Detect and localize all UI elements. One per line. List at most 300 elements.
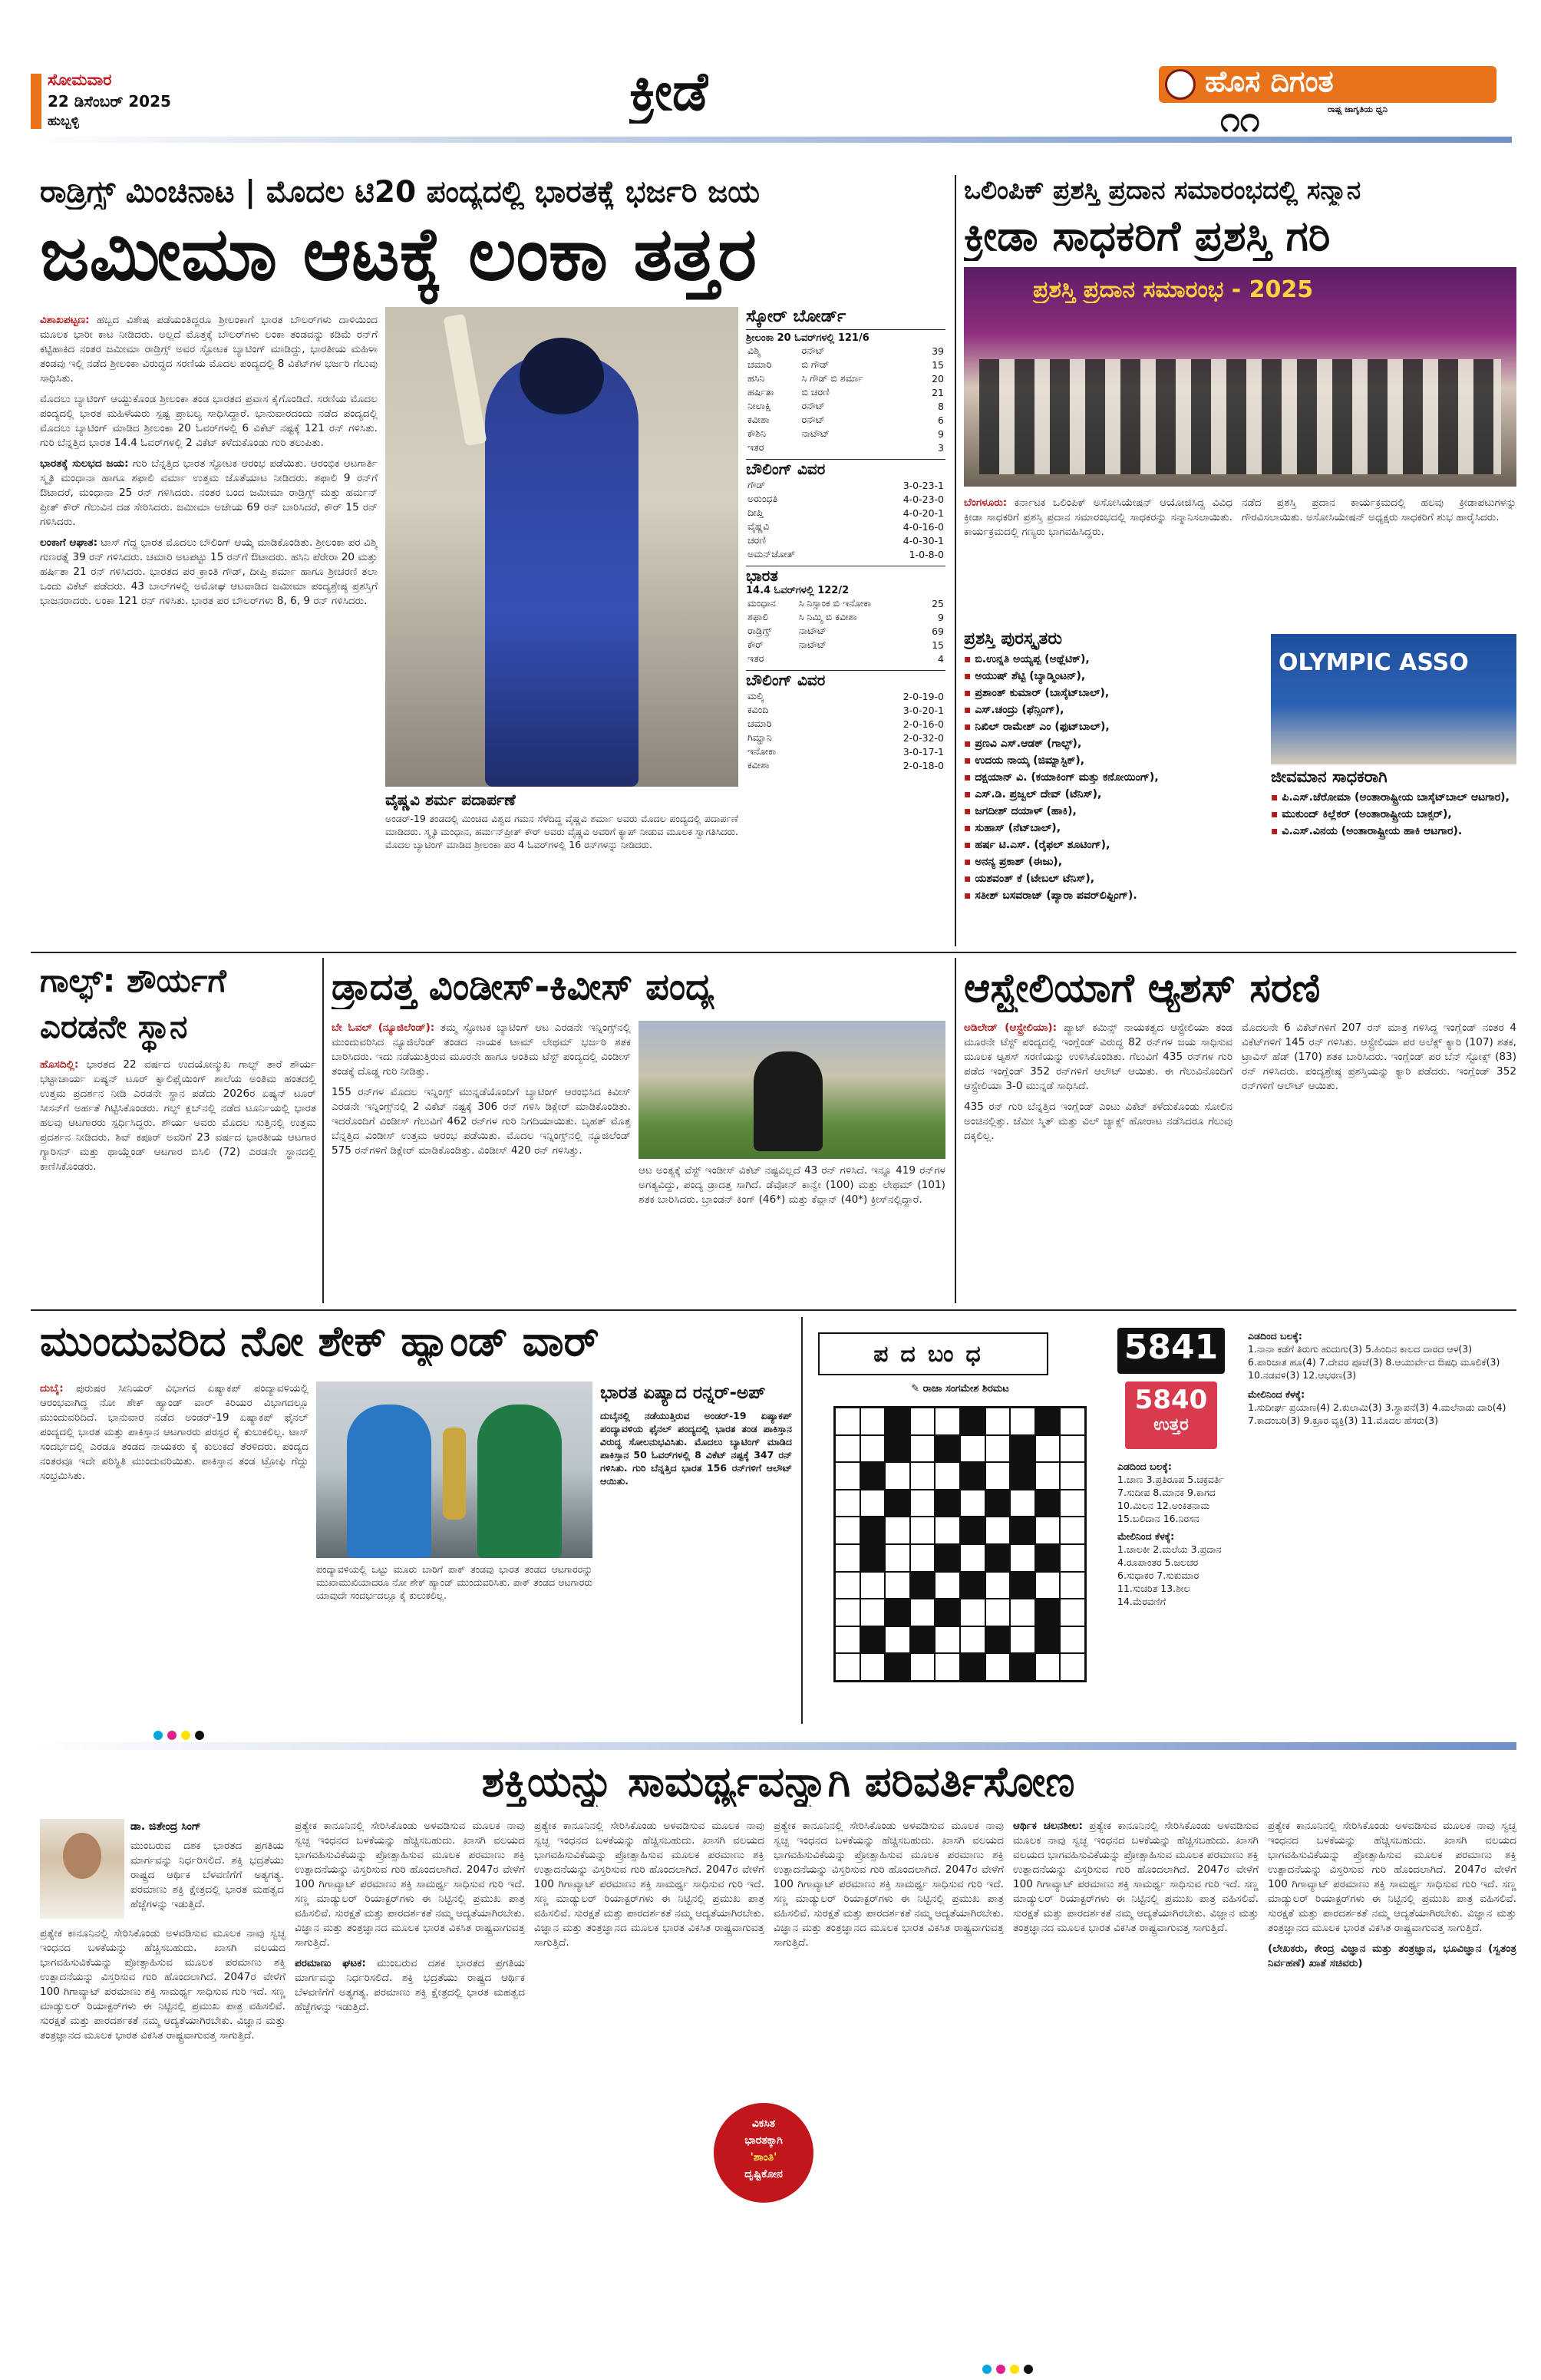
answers-across: [1117, 1460, 1232, 1713]
lifetime-box: [1271, 767, 1516, 944]
award-people-row: [979, 359, 1501, 474]
vertical-rule-wi: [955, 958, 956, 1303]
award-dateline: ಬೆಂಗಳೂರು:: [964, 497, 1008, 509]
vertical-rule-golf: [322, 958, 324, 1303]
author-face: [63, 1833, 101, 1879]
ind-bat-row: [746, 652, 945, 665]
sl-bat-cell: ರನೌಟ್: [801, 400, 825, 411]
crossword-cell: [1060, 1462, 1085, 1490]
crossword-cell: [1010, 1408, 1035, 1435]
golf-headline-line-2: ಎರಡನೇ ಸ್ಥಾನ: [40, 1008, 188, 1045]
crossword-cell: [985, 1626, 1011, 1654]
bowling-title-1: ಬೌಲಿಂಗ್ ವಿವರ: [746, 459, 945, 478]
crossword-cell: [960, 1572, 985, 1599]
answers-down-text: 1.ಜಾಲಕೀ 2.ಮಲೆಯ 3.ಪ್ರದಾನ 4.ರೂಪಾಂತರ 5.ಜಲಚರ 6.ಸುಧಾಕರ 7.ಸುಕುಮಾರ 11.ಸುಚರಿತ 13.ಶೀಲ 14.ಮೆರವಣಿಗೆ: [1117, 1543, 1222, 1607]
crossword-cell: [835, 1626, 860, 1654]
crossword-cell: [935, 1626, 960, 1654]
ind-bat-cell: ಸಿ ನಿಸ್ಸಾಂಕ ಬಿ ಇನೋಕಾ: [798, 597, 872, 609]
noshake-caption: ಪಂದ್ಯಾವಳಿಯಲ್ಲಿ ಒಟ್ಟು ಮೂರು ಬಾರಿಗೆ ಪಾಕ್ ತಂಡವು ಭಾರತ ತಂಡದ ಆಟಗಾರರನ್ನು ಮುಖಾಮುಖಿಯಾದರೂ ನೋ ಶೇಕ್ ಹ್ಯಾಂಡ್ ಮುಂದುವರಿಸಿತು. ಪಾಕ್ ತಂಡದ ಆಟಗಾರರು ಯಾವುದೇ ಸಂದರ್ಭದಲ್ಲೂ ಕೈ ಕುಲುಕಲಿಲ್ಲ.: [316, 1563, 592, 1601]
wi-col-2: [639, 1164, 945, 1305]
column-text-1: ಪ್ರತ್ಯೇಕ ಕಾನೂನಿನಲ್ಲಿ ಸೇರಿಸಿಕೊಂಡು ಅಳವಡಿಸುವ ಮೂಲಕ ನಾವು ಸ್ವಚ್ಛ ಇಂಧನದ ಬಳಕೆಯನ್ನು ಹೆಚ್ಚಿಸಬಹುದು. ಖಾಸಗಿ ವಲಯದ ಭಾಗವಹಿಸುವಿಕೆಯನ್ನು ಪ್ರೋತ್ಸಾಹಿಸುವ ಮೂಲಕ ಪರಮಾಣು ಶಕ್ತಿ ಉತ್ಪಾದನೆಯನ್ನು ವಿಸ್ತರಿಸುವ ಗುರಿ ಹೊಂದಲಾಗಿದೆ. 2047ರ ವೇಳೆಗೆ 100 ಗಿಗಾವ್ಯಾಟ್ ಪರಮಾಣು ಶಕ್ತಿ ಸಾಮರ್ಥ್ಯ ಸಾಧಿಸುವ ಗುರಿ ಇದೆ. ಸಣ್ಣ ಮಾಡ್ಯುಲರ್ ರಿಯಾಕ್ಟರ್‌ಗಳು ಈ ನಿಟ್ಟಿನಲ್ಲಿ ಪ್ರಮುಖ ಪಾತ್ರ ವಹಿಸಲಿವೆ. ಸುರಕ್ಷತೆ ಮತ್ತು ಪಾರದರ್ಶಕತೆ ನಮ್ಮ ಆದ್ಯತೆಯಾಗಿರಬೇಕು. ವಿಜ್ಞಾನ ಮತ್ತು ತಂತ್ರಜ್ಞಾನದ ಮೂಲಕ ಭಾರತ ವಿಕಸಿತ ರಾಷ್ಟ್ರವಾಗುವತ್ತ ಸಾಗುತ್ತಿದೆ.: [40, 1927, 285, 2042]
crossword-cell: [1035, 1462, 1061, 1490]
horizontal-rule-2: [31, 1309, 1516, 1311]
crossword-cell: [960, 1490, 985, 1517]
ind-bowl-row: [746, 547, 945, 561]
award-item: ▪ ಎಸ್.ಡಿ. ಪ್ರಜ್ವಲ್ ದೇವ್ (ಟೆನಿಸ್),: [964, 788, 1263, 800]
scorecard: [746, 307, 945, 944]
sl-bat-cell: 20: [932, 372, 944, 385]
crossword-cell: [860, 1408, 886, 1435]
ind-bowl-cell: 1-0-8-0: [909, 548, 944, 560]
player-right-figure: [477, 1405, 562, 1558]
ind-bowl-cell: ಚರಣಿ: [747, 534, 767, 546]
sl-bat-cell: 21: [932, 386, 944, 398]
crossword-cell: [1010, 1653, 1035, 1681]
award-item: ▪ ದಕ್ಷಯಾನ್ ವಿ. (ಕಯಾಕಿಂಗ್ ಮತ್ತು ಕನೋಯಿಂಗ್),: [964, 771, 1263, 784]
crossword-cell: [885, 1626, 910, 1654]
wi-paragraph-2: 155 ರನ್‌ಗಳ ಮೊದಲ ಇನ್ನಿಂಗ್ಸ್ ಮುನ್ನಡೆಯೊಂದಿಗೆ ಬ್ಯಾಟಿಂಗ್ ಆರಂಭಿಸಿದ ಕಿವೀಸ್ ಎರಡನೇ ಇನ್ನಿಂಗ್ಸ್‌ನಲ್ಲಿ 2 ವಿಕೆಟ್ ನಷ್ಟಕ್ಕೆ 306 ರನ್ ಗಳಿಸಿ ಡಿಕ್ಲೇರ್ ಮಾಡಿಕೊಂಡಿತು. ಇದರೊಂದಿಗೆ ವಿಂಡೀಸ್ ಗೆಲುವಿಗೆ 462 ರನ್‌ಗಳ ಗುರಿ ನಿಗದಿಯಾಯಿತು. ಬೃಹತ್ ಮೊತ್ತ ಬೆನ್ನತ್ತಿದ ವಿಂಡೀಸ್ ಉತ್ತಮ ಆರಂಭ ಪಡೆಯಿತು. ಮೊದಲ ಇನ್ನಿಂಗ್ಸ್‌ನಲ್ಲಿ ನ್ಯೂಜಿಲೆಂಡ್ 575 ರನ್‌ಗಳಿಗೆ ಡಿಕ್ಲೇರ್ ಮಾಡಿಕೊಂಡಿತ್ತು. ವಿಂಡೀಸ್ 420 ರನ್ ಗಳಿಸಿತ್ತು.: [332, 1086, 631, 1157]
answers-down-title: ಮೇಲಿನಿಂದ ಕೆಳಕ್ಕೆ:: [1117, 1530, 1175, 1542]
answer-box: [1125, 1381, 1217, 1449]
lead-photo: [385, 307, 738, 787]
ind-title: ಭಾರತ: [746, 566, 945, 585]
sl-bowl-row: [746, 689, 945, 703]
ashes-paragraph-2: 435 ರನ್ ಗುರಿ ಬೆನ್ನತ್ತಿದ ಇಂಗ್ಲೆಂಡ್ ಎಂಟು ವಿಕೆಟ್ ಕಳೆದುಕೊಂಡು ಸೋಲಿನ ಅಂಚಿನಲ್ಲಿತ್ತು. ಜೆಮೀ ಸ್ಮಿತ್ ಮತ್ತು ವಿಲ್ ಜ್ಯಾಕ್ಸ್ ಹೋರಾಟ ನಡೆಸಿದರೂ ಗೆಲುವು ದಕ್ಕಲಿಲ್ಲ.: [964, 1101, 1232, 1142]
runnerup-title: ಭಾರತ ಏಷ್ಯಾದ ರನ್ನರ್-ಅಪ್: [600, 1383, 766, 1403]
crossword-title: ಪದಬಂಧ: [873, 1340, 993, 1368]
column-subhead-1: ಪರಮಾಣು ಘಟಕ:: [295, 1957, 366, 1969]
crossword-cell: [910, 1462, 935, 1490]
sl-bat-row: [746, 358, 945, 371]
award-group-photo: [964, 267, 1516, 487]
crossword-cell: [885, 1435, 910, 1463]
crossword-cell: [960, 1435, 985, 1463]
wi-paragraph-3: ಆಟ ಅಂತ್ಯಕ್ಕೆ ವೆಸ್ಟ್ ಇಂಡೀಸ್ ವಿಕೆಟ್ ನಷ್ಟವಿಲ್ಲದೆ 43 ರನ್ ಗಳಿಸಿದೆ. ಇನ್ನೂ 419 ರನ್‌ಗಳ ಅಗತ್ಯವಿದ್ದು, ಪಂದ್ಯ ಡ್ರಾದತ್ತ ಸಾಗಿದೆ. ಡೆವೋನ್ ಕಾನ್ವೇ (100) ಮತ್ತು ಲೇಥಮ್ (101) ಶತಕ ಬಾರಿಸಿದರು. ಬ್ರಾಂಡನ್ ಕಿಂಗ್ (46*) ಮತ್ತು ಕೆವ್ಲಾನ್ (40*) ಕ್ರೀಸ್‌ನಲ್ಲಿದ್ದಾರೆ.: [639, 1164, 945, 1206]
award-item: ▪ ಯಶವಂತ್ ಕೆ (ಟೇಬಲ್ ಟೆನಿಸ್),: [964, 873, 1263, 885]
masthead-city: ಹುಬ್ಬಳ್ಳಿ: [48, 114, 79, 129]
crossword-cell: [835, 1435, 860, 1463]
crossword-cell: [860, 1435, 886, 1463]
crossword-cell: [885, 1599, 910, 1626]
crossword-cell: [960, 1599, 985, 1626]
lead-paragraph-2: ಮೊದಲು ಬ್ಯಾಟಿಂಗ್ ಆಯ್ದುಕೊಂಡ ಶ್ರೀಲಂಕಾ ತಂಡ ಭಾರತದ ಪ್ರವಾಸ ಕೈಗೊಂಡಿದೆ. ಸರಣಿಯ ಮೊದಲ ಪಂದ್ಯದಲ್ಲಿ ಭಾರತ ಮಹಿಳೆಯರು ಸ್ಪಷ್ಟ ಪ್ರಾಬಲ್ಯ ಸಾಧಿಸಿದ್ದಾರೆ. ಭಾನುವಾರದಂದು ನಡೆದ ಪಂದ್ಯದಲ್ಲಿ ಮೊದಲು ಬ್ಯಾಟಿಂಗ್ ಮಾಡಿದ ಶ್ರೀಲಂಕಾ 20 ಓವರ್‌ಗಳಲ್ಲಿ 6 ವಿಕೆಟ್ ನಷ್ಟಕ್ಕೆ 121 ರನ್ ಗಳಿಸಿತು. ಗುರಿ ಬೆನ್ನತ್ತಿದ ಭಾರತ 14.4 ಓವರ್‌ಗಳಲ್ಲಿ 2 ವಿಕೆಟ್ ಕಳೆದುಕೊಂಡು ಗುರಿ ತಲುಪಿತು.: [40, 393, 378, 449]
stage-banner: OLYMPIC ASSO: [1279, 649, 1469, 676]
magenta-dot: [167, 1731, 177, 1740]
sl-bat-cell: ರನೌಟ್: [801, 345, 825, 356]
ind-bowl-row: [746, 478, 945, 492]
crossword-cell: [985, 1599, 1011, 1626]
answers-across-text: 1.ಜಾಣ 3.ಪ್ರತಿರೂಪ 5.ಚಕ್ರವರ್ತಿ 7.ಸುದೀಪ 8.ಮಾನಕ 9.ಕಾಗದ 10.ಮಿಲನ 12.ಅಂಕಿತನಾಮ 15.ಬಲಿದಾನ 16.ನಿರಸನ: [1117, 1474, 1225, 1524]
ashes-paragraph-1: ಪ್ಯಾಟ್ ಕಮಿನ್ಸ್ ನಾಯಕತ್ವದ ಆಸ್ಟ್ರೇಲಿಯಾ ತಂಡ ಮೂರನೇ ಟೆಸ್ಟ್ ಪಂದ್ಯದಲ್ಲಿ ಇಂಗ್ಲೆಂಡ್ ವಿರುದ್ಧ 82 ರನ್‌ಗಳ ಜಯ ಸಾಧಿಸುವ ಮೂಲಕ ಆ್ಯಶಸ್ ಸರಣಿಯನ್ನು ಉಳಿಸಿಕೊಂಡಿತು. ಗೆಲುವಿಗೆ 435 ರನ್‌ಗಳ ಗುರಿ ಪಡೆದ ಇಂಗ್ಲೆಂಡ್ 352 ರನ್‌ಗಳಿಗೆ ಆಲೌಟ್ ಆಯಿತು. ಈ ಗೆಲುವಿನೊಂದಿಗೆ ಆಸ್ಟ್ರೇಲಿಯಾ 3-0 ಮುನ್ನಡೆ ಸಾಧಿಸಿದೆ.: [964, 1022, 1232, 1092]
badge-line-1: ವಿಕಸಿತ: [751, 2118, 776, 2130]
ind-bowl-cell: ವೈಷ್ಣವಿ: [747, 520, 770, 532]
ind-batting-table: [746, 596, 945, 665]
column-text-4: ಪ್ರತ್ಯೇಕ ಕಾನೂನಿನಲ್ಲಿ ಸೇರಿಸಿಕೊಂಡು ಅಳವಡಿಸುವ ಮೂಲಕ ನಾವು ಸ್ವಚ್ಛ ಇಂಧನದ ಬಳಕೆಯನ್ನು ಹೆಚ್ಚಿಸಬಹುದು. ಖಾಸಗಿ ವಲಯದ ಭಾಗವಹಿಸುವಿಕೆಯನ್ನು ಪ್ರೋತ್ಸಾಹಿಸುವ ಮೂಲಕ ಪರಮಾಣು ಶಕ್ತಿ ಉತ್ಪಾದನೆಯನ್ನು ವಿಸ್ತರಿಸುವ ಗುರಿ ಹೊಂದಲಾಗಿದೆ. 2047ರ ವೇಳೆಗೆ 100 ಗಿಗಾವ್ಯಾಟ್ ಪರಮಾಣು ಶಕ್ತಿ ಸಾಮರ್ಥ್ಯ ಸಾಧಿಸುವ ಗುರಿ ಇದೆ. ಸಣ್ಣ ಮಾಡ್ಯುಲರ್ ರಿಯಾಕ್ಟರ್‌ಗಳು ಈ ನಿಟ್ಟಿನಲ್ಲಿ ಪ್ರಮುಖ ಪಾತ್ರ ವಹಿಸಲಿವೆ. ಸುರಕ್ಷತೆ ಮತ್ತು ಪಾರದರ್ಶಕತೆ ನಮ್ಮ ಆದ್ಯತೆಯಾಗಿರಬೇಕು. ವಿಜ್ಞಾನ ಮತ್ತು ತಂತ್ರಜ್ಞಾನದ ಮೂಲಕ ಭಾರತ ವಿಕಸಿತ ರಾಷ್ಟ್ರವಾಗುವತ್ತ ಸಾಗುತ್ತಿದೆ.: [534, 1820, 764, 1949]
sl-bat-cell: 8: [938, 400, 944, 412]
answer-label: ಉತ್ತರ: [1153, 1415, 1189, 1434]
ind-bat-cell: 4: [938, 652, 944, 665]
sl-bat-cell: 15: [932, 358, 944, 371]
column-headline: ಶಕ್ತಿಯನ್ನು ಸಾಮರ್ಥ್ಯವನ್ನಾಗಿ ಪರಿವರ್ತಿಸೋಣ: [481, 1758, 1075, 1806]
author-name: ಡಾ. ಜಿತೇಂದ್ರ ಸಿಂಗ್: [130, 1820, 201, 1833]
sl-bowl-row: [746, 717, 945, 731]
ind-bat-cell: ಮಂಧಾನ: [747, 597, 776, 609]
crossword-grid: [833, 1406, 1087, 1682]
sl-bat-row: [746, 441, 945, 454]
paper-logo: [1128, 60, 1496, 135]
award-text-col-2: [1242, 496, 1516, 626]
sl-bat-cell: 3: [938, 441, 944, 454]
column-text-5: ಪ್ರತ್ಯೇಕ ಕಾನೂನಿನಲ್ಲಿ ಸೇರಿಸಿಕೊಂಡು ಅಳವಡಿಸುವ ಮೂಲಕ ನಾವು ಸ್ವಚ್ಛ ಇಂಧನದ ಬಳಕೆಯನ್ನು ಹೆಚ್ಚಿಸಬಹುದು. ಖಾಸಗಿ ವಲಯದ ಭಾಗವಹಿಸುವಿಕೆಯನ್ನು ಪ್ರೋತ್ಸಾಹಿಸುವ ಮೂಲಕ ಪರಮಾಣು ಶಕ್ತಿ ಉತ್ಪಾದನೆಯನ್ನು ವಿಸ್ತರಿಸುವ ಗುರಿ ಹೊಂದಲಾಗಿದೆ. 2047ರ ವೇಳೆಗೆ 100 ಗಿಗಾವ್ಯಾಟ್ ಪರಮಾಣು ಶಕ್ತಿ ಸಾಮರ್ಥ್ಯ ಸಾಧಿಸುವ ಗುರಿ ಇದೆ. ಸಣ್ಣ ಮಾಡ್ಯುಲರ್ ರಿಯಾಕ್ಟರ್‌ಗಳು ಈ ನಿಟ್ಟಿನಲ್ಲಿ ಪ್ರಮುಖ ಪಾತ್ರ ವಹಿಸಲಿವೆ. ಸುರಕ್ಷತೆ ಮತ್ತು ಪಾರದರ್ಶಕತೆ ನಮ್ಮ ಆದ್ಯತೆಯಾಗಿರಬೇಕು. ವಿಜ್ಞಾನ ಮತ್ತು ತಂತ್ರಜ್ಞಾನದ ಮೂಲಕ ಭಾರತ ವಿಕಸಿತ ರಾಷ್ಟ್ರವಾಗುವತ್ತ ಸಾಗುತ್ತಿದೆ.: [774, 1820, 1004, 1949]
column-separator-band: [31, 1742, 1516, 1750]
paper-tagline: ರಾಷ್ಟ್ರ ಜಾಗೃತಿಯ ಧ್ವನಿ: [1328, 104, 1388, 114]
sl-bat-cell: ಹಸಿನಿ: [747, 372, 765, 384]
crossword-cell: [985, 1490, 1011, 1517]
sl-bat-cell: 9: [938, 427, 944, 440]
ind-bat-cell: ರಾಡ್ರಿಗ್ಸ್: [747, 625, 772, 636]
sl-bowl-cell: ಗಿಮ್ಹಾನಿ: [747, 731, 772, 743]
award-item: ▪ ಅಯುಷ್ ಶೆಟ್ಟಿ (ಬ್ಯಾಡ್ಮಿಂಟನ್),: [964, 670, 1263, 682]
crossword-cell: [935, 1408, 960, 1435]
masthead-orange-bar: [31, 74, 41, 129]
award-list: [964, 653, 1263, 902]
sl-bowl-cell: 2-0-18-0: [902, 759, 944, 771]
crossword-cell: [860, 1653, 886, 1681]
award-item: ▪ ಅನನ್ಯ ಪ್ರಕಾಶ್ (ಈಜು),: [964, 856, 1263, 868]
award-kicker: ಒಲಿಂಪಿಕ್ ಪ್ರಶಸ್ತಿ ಪ್ರದಾನ ಸಮಾರಂಭದಲ್ಲಿ ಸನ್ಮಾನ: [964, 175, 1361, 205]
lead-photo-caption: [385, 791, 738, 944]
award-item: ▪ ಎಸ್.ಚಂದ್ರು (ಫೆನ್ಸಿಂಗ್),: [964, 704, 1263, 716]
award-item: ▪ ಉದಯ ನಾಯ್ಕ (ಜಿಮ್ನಾಸ್ಟಿಕ್),: [964, 754, 1263, 767]
crossword-cell: [910, 1626, 935, 1654]
masthead: [31, 60, 1512, 175]
sl-bat-cell: ವಿಶ್ಮಿ: [747, 345, 761, 356]
ind-bowl-cell: 4-0-20-1: [902, 507, 944, 519]
ind-bowl-row: [746, 520, 945, 533]
ashes-paragraph-3: ಮೊದಲನೇ 6 ವಿಕೆಟ್‌ಗಳಿಗೆ 207 ರನ್ ಮಾತ್ರ ಗಳಿಸಿದ್ದ ಇಂಗ್ಲೆಂಡ್ ನಂತರ 4 ವಿಕೆಟ್‌ಗಳಿಗೆ 145 ರನ್ ಗಳಿಸಿತು. ಆಸ್ಟ್ರೇಲಿಯಾ ಪರ ಅಲೆಕ್ಸ್ ಕ್ಯಾರಿ (107) ಶತಕ, ಟ್ರಾವಿಸ್ ಹೆಡ್ (170) ಶತಕ ಬಾರಿಸಿದರು. ಇಂಗ್ಲೆಂಡ್ ಪರ ಬೆನ್ ಸ್ಟೋಕ್ಸ್ (83) ರನ್ ಗಳಿಸಿದರು. ಪಂದ್ಯಶ್ರೇಷ್ಠ ಪ್ರಶಸ್ತಿಯನ್ನು ಕ್ಯಾರಿ ಪಡೆದರು. ಇಂಗ್ಲೆಂಡ್ 352 ರನ್‌ಗಳಿಗೆ ಆಲೌಟ್ ಆಯಿತು.: [1242, 1022, 1516, 1092]
clues: [1248, 1329, 1509, 1713]
crossword-cell: [910, 1435, 935, 1463]
crossword-cell: [885, 1653, 910, 1681]
crossword-cell: [985, 1435, 1011, 1463]
clues-down-text: 1.ಸುದೀರ್ಘ ಪ್ರಯಾಣ(4) 2.ಕುಲಾಮಿ(3) 3.ಸ್ಥಾಪನೆ(3) 4.ಮಲೆನಾಡು ದಾರಿ(4) 7.ಕಾದಂಬರಿ(3) 9.ಕ್ರೂರ ವ್ಯಕ್ತಿ(3) 11.ಮೊದಲ ಹೆಸರು(3): [1248, 1401, 1506, 1426]
crossword-cell: [1010, 1462, 1035, 1490]
crossword-cell: [985, 1517, 1011, 1544]
ind-innings-header: 14.4 ಓವರ್‌ಗಳಲ್ಲಿ 122/2: [746, 585, 850, 596]
lifetime-list: [1271, 791, 1516, 837]
column-col-5: [1013, 1819, 1259, 2356]
masthead-blue-band: [31, 137, 1512, 143]
ind-bat-row: [746, 610, 945, 624]
player-figure: [485, 353, 639, 787]
crossword-cell: [960, 1517, 985, 1544]
sl-innings-header: ಶ್ರೀಲಂಕಾ 20 ಓವರ್‌ಗಳಲ್ಲಿ 121/6: [746, 329, 945, 344]
golf-text: [40, 1058, 316, 1303]
registration-marks-2: [982, 2362, 1059, 2375]
lifetime-item: ▪ ಮುಕುಂದ್ ಕಿಲ್ಲೆಕರ್ (ಅಂತಾರಾಷ್ಟ್ರೀಯ ಬಾಕ್ಸರ್),: [1271, 808, 1516, 820]
crossword-cell: [885, 1408, 910, 1435]
sl-bat-cell: ನೀಲಾಕ್ಷಿ: [747, 400, 771, 411]
crossword-cell: [910, 1544, 935, 1572]
crossword-cell: [860, 1544, 886, 1572]
ind-bowl-cell: 4-0-23-0: [902, 493, 944, 505]
sl-bowl-cell: ಚಮಾರಿ: [747, 718, 772, 729]
sl-bat-cell: ಸಿ ಗೌಡ್ ಬಿ ಶರ್ಮಾ: [801, 372, 863, 384]
horizontal-rule-1: [31, 952, 1516, 953]
award-winners: [964, 629, 1263, 944]
award-item: ▪ ನಿಖಿಲ್ ರಾಮೇಶ್ ಎಂ (ಫುಟ್‌ಬಾಲ್),: [964, 721, 1263, 733]
crossword-cell: [910, 1517, 935, 1544]
crossword-cell: [985, 1653, 1011, 1681]
sl-bat-row: [746, 413, 945, 427]
award-item: ▪ ಪ್ರಣವಿ ಎಸ್.ಆಡಕ್ (ಗಾಲ್ಫ್),: [964, 738, 1263, 750]
crossword-cell: [935, 1572, 960, 1599]
sl-bowl-row: [746, 731, 945, 744]
sl-bowl-cell: ಮಲ್ಕಿ: [747, 690, 764, 701]
crossword-cell: [860, 1599, 886, 1626]
sl-bat-cell: ಕವೀಶಾ: [747, 414, 770, 425]
crossword-cell: [835, 1490, 860, 1517]
yellow-dot: [181, 1731, 190, 1740]
lead-paragraph-3: ಗುರಿ ಬೆನ್ನತ್ತಿದ ಭಾರತ ಸ್ಫೋಟಕ ಆರಂಭ ಪಡೆಯಿತು. ಆರಂಭಿಕ ಆಟಗಾರ್ತಿ ಸ್ಮೃತಿ ಮಂಧಾನಾ ಹಾಗೂ ಶಫಾಲಿ ವರ್ಮಾ ಉತ್ತಮ ಜೊತೆಯಾಟ ನೀಡಿದರು. ಶಫಾಲಿ 9 ರನ್‌ಗೆ ಔಟಾದರೆ, ಮಂಧಾನಾ 25 ರನ್ ಗಳಿಸಿದರು. ನಂತರ ಬಂದ ಜಮೀಮಾ ರಾಡ್ರಿಗ್ಸ್ ಮತ್ತು ಹರ್ಮನ್ ಪ್ರೀತ್ ಕೌರ್ ಗೆಲುವಿನ ದಡ ಸೇರಿಸಿದರು. ಜಮೀಮಾ ಅಜೇಯ 69 ರನ್ ಬಾರಿಸಿದರೆ, ಕೌರ್ 15 ರನ್ ಗಳಿಸಿದರು.: [40, 457, 378, 528]
black-dot: [195, 1731, 204, 1740]
crossword-cell: [985, 1544, 1011, 1572]
vertical-rule: [955, 175, 956, 946]
award-item: ▪ ಸತೀಶ್ ಬಸವರಾಜ್ (ಪ್ಯಾರಾ ಪವರ್‌ಲಿಫ್ಟಿಂಗ್).: [964, 890, 1263, 902]
ind-bat-cell: 25: [932, 597, 944, 609]
golf-dateline: ಹೊಸದಿಲ್ಲಿ:: [40, 1058, 79, 1071]
ind-bat-cell: ಇತರ: [747, 652, 764, 664]
sl-bowl-row: [746, 744, 945, 758]
crossword-cell: [835, 1572, 860, 1599]
answer-number: 5840: [1134, 1385, 1208, 1415]
sl-bowl-cell: 2-0-16-0: [902, 718, 944, 730]
ind-bat-cell: 15: [932, 639, 944, 651]
clues-across-text: 1.ನಾನಾ ಕಡೆಗೆ ತಿರುಗು ಹುದುಗು(3) 5.ಹಿಂದಿನ ಕಾಲದ ದಾರದ ಆಳ(3) 6.ಪಾರಿಜಾತ ಹೂ(4) 7.ದೇವರ ಪೂಜೆ(3) 8.ಆಯುರ್ವೇದ ಔಷಧಿ ಮೂಲಿಕೆ(3) 10.ನಡವಳಿ(3) 12.ಆಭರಣ(3): [1248, 1343, 1500, 1381]
caption-text: ಅಂಡರ್-19 ತಂಡದಲ್ಲಿ ಮಿಂಚಿದ ವಿಶ್ವದ ಗಮನ ಸೆಳೆದಿದ್ದ ವೈಷ್ಣವಿ ಶರ್ಮಾ ಅವರು ಮೊದಲ ಪಂದ್ಯದಲ್ಲಿ ಪದಾರ್ಪಣೆ ಮಾಡಿದರು. ಸ್ಮೃತಿ ಮಂಧಾನ, ಹರ್ಮನ್‌ಪ್ರೀತ್ ಕೌರ್ ಅವರು ವೈಷ್ಣವಿ ಅವರಿಗೆ ಕ್ಯಾಪ್ ನೀಡುವ ಮೂಲಕ ಸ್ವಾಗತಿಸಿದರು. ಮೊದಲ ಬ್ಯಾಟಿಂಗ್ ಮಾಡಿದ ಶ್ರೀಲಂಕಾ ಪರ 4 ಓವರ್‌ಗಳಲ್ಲಿ 16 ರನ್‌ಗಳನ್ನು ನೀಡಿದರು.: [385, 813, 738, 850]
crossword-cell: [835, 1517, 860, 1544]
ind-bowl-row: [746, 506, 945, 520]
crossword-cell: [985, 1462, 1011, 1490]
award-item: ▪ ಪ್ರಶಾಂತ್ ಕುಮಾರ್ (ಬಾಸ್ಕೆಟ್‌ಬಾಲ್),: [964, 687, 1263, 699]
sl-bowl-row: [746, 703, 945, 717]
sl-bat-cell: ಇತರ: [747, 441, 764, 453]
crossword-cell: [985, 1572, 1011, 1599]
player-helmet: [520, 338, 604, 414]
player-left-figure: [347, 1405, 431, 1558]
vertical-rule-cross: [801, 1317, 803, 1724]
ind-bat-cell: ನಾಟೌಟ್: [798, 625, 827, 636]
award-item: ▪ ಸುಹಾಸ್ (ನೆಟ್‌ಬಾಲ್),: [964, 822, 1263, 834]
section-title: ಕ್ರೀಡೆ: [629, 60, 709, 123]
wi-dateline: ಬೇ ಓವಲ್ (ನ್ಯೂಜಿಲೆಂಡ್):: [332, 1022, 435, 1034]
crossword-cell: [1010, 1517, 1035, 1544]
badge-line-3: 'ಶಾಂತಿ': [750, 2151, 777, 2164]
crossword-cell: [960, 1462, 985, 1490]
ashes-col-2: [1242, 1021, 1516, 1305]
sl-bowl-cell: 2-0-32-0: [902, 731, 944, 744]
award-stage-photo: [1271, 634, 1516, 764]
crossword-cell: [1060, 1572, 1085, 1599]
crossword-topic: [818, 1383, 1102, 1395]
crossword-cell: [1035, 1544, 1061, 1572]
masthead-day: ಸೋಮವಾರ: [48, 71, 112, 89]
sl-bat-cell: ಚಮಾರಿ: [747, 358, 772, 370]
cyan-dot-2: [982, 2365, 992, 2374]
crossword-cell: [1035, 1408, 1061, 1435]
column-col-6: [1268, 1819, 1516, 2356]
ind-bowl-cell: 4-0-16-0: [902, 520, 944, 533]
column-subhead-2: ಆರ್ಥಿಕ ಚಲನಶೀಲ:: [1013, 1820, 1083, 1832]
crossword-cell: [960, 1408, 985, 1435]
noshake-headline: ಮುಂದುವರಿದ ನೋ ಶೇಕ್ ಹ್ಯಾಂಡ್ ವಾರ್: [40, 1317, 599, 1365]
award-paragraph-2: ನಡೆದ ಪ್ರಶಸ್ತಿ ಪ್ರದಾನ ಕಾರ್ಯಕ್ರಮದಲ್ಲಿ ಹಲವು ಕ್ರೀಡಾಪಟುಗಳನ್ನು ಗೌರವಿಸಲಾಯಿತು. ಅಸೋಸಿಯೇಷನ್ ಅಧ್ಯಕ್ಷರು ಸಾಧಕರಿಗೆ ಶುಭ ಹಾರೈಸಿದರು.: [1242, 497, 1516, 523]
page-number: ೧೧: [1220, 98, 1260, 135]
ind-bowl-row: [746, 533, 945, 547]
column-text-3: ಮುಂಬರುವ ದಶಕ ಭಾರತದ ಪ್ರಗತಿಯ ಮಾರ್ಗವನ್ನು ನಿರ್ಧರಿಸಲಿದೆ. ಶಕ್ತಿ ಭದ್ರತೆಯು ರಾಷ್ಟ್ರದ ಆರ್ಥಿಕ ಬೆಳವಣಿಗೆಗೆ ಅತ್ಯಗತ್ಯ. ಪರಮಾಣು ಶಕ್ತಿ ಕ್ಷೇತ್ರದಲ್ಲಿ ಭಾರತ ಮಹತ್ವದ ಹೆಜ್ಜೆಗಳನ್ನು ಇಡುತ್ತಿದೆ.: [295, 1957, 525, 2013]
crossword-cell: [1035, 1599, 1061, 1626]
badge-line-4: ದೃಷ್ಟಿಕೋನ: [744, 2168, 783, 2180]
pen-icon: ✎: [911, 1383, 923, 1395]
wi-col-1: [332, 1021, 631, 1305]
runnerup-text: ದುಬೈನಲ್ಲಿ ನಡೆಯುತ್ತಿರುವ ಅಂಡರ್-19 ಏಷ್ಯಾಕಪ್ ಪಂದ್ಯಾವಳಿಯ ಫೈನಲ್ ಪಂದ್ಯದಲ್ಲಿ ಭಾರತ ತಂಡ ಪಾಕಿಸ್ತಾನ ವಿರುದ್ಧ ಸೋಲನುಭವಿಸಿತು. ಮೊದಲು ಬ್ಯಾಟಿಂಗ್ ಮಾಡಿದ ಪಾಕಿಸ್ತಾನ 50 ಓವರ್‌ಗಳಲ್ಲಿ 8 ವಿಕೆಟ್ ನಷ್ಟಕ್ಕೆ 347 ರನ್ ಗಳಿಸಿತು. ಗುರಿ ಬೆನ್ನತ್ತಿದ ಭಾರತ 156 ರನ್‌ಗಳಿಗೆ ಆಲೌಟ್ ಆಯಿತು.: [600, 1410, 792, 1487]
award-paragraph-1: ಕರ್ನಾಟಕ ಒಲಿಂಪಿಕ್ ಅಸೋಸಿಯೇಷನ್ ಆಯೋಜಿಸಿದ್ದ ವಿವಿಧ ಕ್ರೀಡಾ ಸಾಧಕರಿಗೆ ಪ್ರಶಸ್ತಿ ಪ್ರದಾನ ಸಮಾರಂಭದಲ್ಲಿ ಸಾಧಕರನ್ನು ಸನ್ಮಾನಿಸಲಾಯಿತು. ಕಾರ್ಯಕ್ರಮದಲ್ಲಿ ಗಣ್ಯರು ಭಾಗವಹಿಸಿದ್ದರು.: [964, 497, 1232, 538]
crossword-cell: [985, 1408, 1011, 1435]
ind-bat-row: [746, 596, 945, 610]
black-dot-2: [1024, 2365, 1033, 2374]
registration-marks-1: [153, 1728, 230, 1741]
award-item: ▪ ಹರ್ಷ ಟಿ.ಎಸ್. (ರೈಫಲ್ ಶೂಟಿಂಗ್),: [964, 839, 1263, 851]
sl-bat-cell: ಕೌಶಿನಿ: [747, 427, 767, 439]
crossword-title-box: [818, 1332, 1048, 1375]
crossword: [810, 1317, 1516, 1724]
column-col-3: [534, 1819, 764, 2356]
award-headline: ಕ್ರೀಡಾ ಸಾಧಕರಿಗೆ ಪ್ರಶಸ್ತಿ ಗರಿ: [964, 212, 1331, 260]
crossword-cell: [1010, 1599, 1035, 1626]
crossword-cell: [1010, 1490, 1035, 1517]
cyan-dot: [153, 1731, 163, 1740]
crossword-cell: [960, 1653, 985, 1681]
crossword-cell: [860, 1572, 886, 1599]
ind-bowl-cell: 3-0-23-1: [902, 479, 944, 491]
ind-bat-row: [746, 624, 945, 638]
ind-bowl-cell: ಅರುಂಧತಿ: [747, 493, 778, 504]
sl-bat-cell: ರನೌಟ್: [801, 414, 825, 425]
award-banner-text: ಪ್ರಶಸ್ತಿ ಪ್ರದಾನ ಸಮಾರಂಭ - 2025: [1033, 276, 1314, 303]
author-photo: [40, 1819, 124, 1919]
crossword-cell: [960, 1544, 985, 1572]
crossword-cell: [910, 1599, 935, 1626]
award-text-col-1: [964, 496, 1232, 626]
lead-paragraph-1: ಹಬ್ಬದ ವಿಶೇಷ ಪಡೆಯಂತಿದ್ದರೂ ಶ್ರೀಲಂಕಾಗೆ ಭಾರತ ಬೌಲರ್‌ಗಳು ದಾಳಿಯಿಂದ ಮೂಲಕ ಭಾರೀ ಕಾಟ ನೀಡಿದರು. ಅಲ್ಲದೆ ಮೊತ್ತಕ್ಕೆ ಬೌಲರ್‌ಗಳು ಲಂಕಾ ತಂಡವನ್ನು ಕಡಿಮೆ ರನ್‌ಗೆ ಕಟ್ಟಿಹಾಕಿದ ನಂತರ ಜಮೀಮಾ ರಾಡ್ರಿಗ್ಸ್ ಅವರ ಸ್ಫೋಟಕ ಬ್ಯಾಟಿಂಗ್ ಮಾಡಿದ್ದು, ಭಾರತೀಯ ಮಹಿಳಾ ತಂಡವು ಇಲ್ಲಿ ನಡೆದ ಶ್ರೀಲಂಕಾ ವಿರುದ್ಧದ ಸರಣಿಯ ಮೊದಲ ಪಂದ್ಯದಲ್ಲಿ 8 ವಿಕೆಟ್‌ಗಳ ಭರ್ಜರಿ ಗೆಲುವು ಸಾಧಿಸಿತು.: [40, 314, 378, 385]
column-intro: ಮುಂಬರುವ ದಶಕ ಭಾರತದ ಪ್ರಗತಿಯ ಮಾರ್ಗವನ್ನು ನಿರ್ಧರಿಸಲಿದೆ. ಶಕ್ತಿ ಭದ್ರತೆಯು ರಾಷ್ಟ್ರದ ಆರ್ಥಿಕ ಬೆಳವಣಿಗೆಗೆ ಅತ್ಯಗತ್ಯ. ಪರಮಾಣು ಶಕ್ತಿ ಕ್ಷೇತ್ರದಲ್ಲಿ ಭಾರತ ಮಹತ್ವದ ಹೆಜ್ಜೆಗಳನ್ನು ಇಡುತ್ತಿದೆ.: [130, 1840, 284, 1910]
crossword-topic-text: ರಾಜಾ ಸಂಗಮೇಶ ಶಿರಮಟ: [922, 1383, 1009, 1395]
crossword-cell: [835, 1408, 860, 1435]
sl-bowl-row: [746, 758, 945, 772]
noshake-text: [40, 1381, 309, 1719]
crossword-cell: [1010, 1626, 1035, 1654]
sl-bat-row: [746, 399, 945, 413]
ind-bat-cell: ನಾಟೌಟ್: [798, 639, 827, 650]
ind-bowl-cell: ದೀಪ್ತಿ: [747, 507, 764, 518]
crossword-cell: [885, 1544, 910, 1572]
crossword-cell: [860, 1626, 886, 1654]
column-signoff: (ಲೇಖಕರು, ಕೇಂದ್ರ ವಿಜ್ಞಾನ ಮತ್ತು ತಂತ್ರಜ್ಞಾನ, ಭೂವಿಜ್ಞಾನ (ಸ್ವತಂತ್ರ ನಿರ್ವಹಣೆ) ಖಾತೆ ಸಚಿವರು): [1268, 1943, 1516, 1969]
sl-bowl-cell: 2-0-19-0: [902, 690, 944, 702]
lifetime-item: ▪ ವಿ.ಎಸ್.ವಿನಯ (ಅಂತಾರಾಷ್ಟ್ರೀಯ ಹಾಕಿ ಆಟಗಾರ).: [1271, 825, 1516, 837]
lead-subhead-2: ಲಂಕಾಗೆ ಆಘಾತ:: [40, 536, 98, 549]
column-text-6: ಪ್ರತ್ಯೇಕ ಕಾನೂನಿನಲ್ಲಿ ಸೇರಿಸಿಕೊಂಡು ಅಳವಡಿಸುವ ಮೂಲಕ ನಾವು ಸ್ವಚ್ಛ ಇಂಧನದ ಬಳಕೆಯನ್ನು ಹೆಚ್ಚಿಸಬಹುದು. ಖಾಸಗಿ ವಲಯದ ಭಾಗವಹಿಸುವಿಕೆಯನ್ನು ಪ್ರೋತ್ಸಾಹಿಸುವ ಮೂಲಕ ಪರಮಾಣು ಶಕ್ತಿ ಉತ್ಪಾದನೆಯನ್ನು ವಿಸ್ತರಿಸುವ ಗುರಿ ಹೊಂದಲಾಗಿದೆ. 2047ರ ವೇಳೆಗೆ 100 ಗಿಗಾವ್ಯಾಟ್ ಪರಮಾಣು ಶಕ್ತಿ ಸಾಮರ್ಥ್ಯ ಸಾಧಿಸುವ ಗುರಿ ಇದೆ. ಸಣ್ಣ ಮಾಡ್ಯುಲರ್ ರಿಯಾಕ್ಟರ್‌ಗಳು ಈ ನಿಟ್ಟಿನಲ್ಲಿ ಪ್ರಮುಖ ಪಾತ್ರ ವಹಿಸಲಿವೆ. ಸುರಕ್ಷತೆ ಮತ್ತು ಪಾರದರ್ಶಕತೆ ನಮ್ಮ ಆದ್ಯತೆಯಾಗಿರಬೇಕು. ವಿಜ್ಞಾನ ಮತ್ತು ತಂತ್ರಜ್ಞಾನದ ಮೂಲಕ ಭಾರತ ವಿಕಸಿತ ರಾಷ್ಟ್ರವಾಗುವತ್ತ ಸಾಗುತ್ತಿದೆ.: [1013, 1820, 1259, 1934]
ind-bowl-cell: 4-0-30-1: [902, 534, 944, 546]
crossword-cell: [1060, 1626, 1085, 1654]
crossword-cell: [1060, 1490, 1085, 1517]
crossword-cell: [1010, 1572, 1035, 1599]
lifetime-title: ಜೀವಮಾನ ಸಾಧಕರಾಗಿ: [1271, 767, 1388, 786]
ind-bat-cell: [797, 652, 921, 665]
sl-bowl-cell: ಇನೋಕಾ: [747, 745, 777, 757]
paper-name: ಹೊಸ ದಿಗಂತ: [1205, 64, 1334, 98]
ind-bat-cell: ಸಿ ನಿಮ್ಮಿ ಬಿ ಕವೀಶಾ: [798, 611, 857, 622]
golf-paragraph: ಭಾರತದ 22 ವರ್ಷದ ಉದಯೋನ್ಮುಖ ಗಾಲ್ಫ್ ತಾರೆ ಶೌರ್ಯ ಭಟ್ಟಾಚಾರ್ಯ ಏಷ್ಯನ್ ಟೂರ್ ಕ್ವಾಲಿಫೈಯಿಂಗ್ ಶಾಲೆಯ ಅಂತಿಮ ಹಂತದಲ್ಲಿ ಉತ್ತಮ ಪ್ರದರ್ಶನ ನೀಡಿ ಎರಡನೇ ಸ್ಥಾನ ಪಡೆದು 2026ರ ಏಷ್ಯನ್ ಟೂರ್ ಸೀಸನ್‌ಗೆ ಅರ್ಹತೆ ಗಿಟ್ಟಿಸಿಕೊಂಡರು. ಗಲ್ಫ್ ಕ್ಲಬ್‌ನಲ್ಲಿ ನಡೆದ ಟೂರ್ನಿಯಲ್ಲಿ ಭಾರತ ಹಲವು ಆಟಗಾರರು ಸ್ಪರ್ಧಿಸಿದ್ದರು. ಶೌರ್ಯ ಅವರು ಮೊದಲ ಸುತ್ತಿನಲ್ಲಿ ಉತ್ತಮ ಪ್ರದರ್ಶನ ನೀಡಿದರು. ಶಿವ್ ಕಪೂರ್ ಅವರಿಗೆ 23 ವರ್ಷದ ಭಾರತೀಯ ಆಟಗಾರ ಗ್ಯಾರಿಸನ್ ಮತ್ತು ಥಾಯ್ಲೆಂಡ್ ಆಟಗಾರ ಬಿಸಿಲಿ (72) ಎರಡನೇ ಸ್ಥಾನದಲ್ಲಿ ಕಾಣಿಸಿಕೊಂಡರು.: [40, 1058, 316, 1173]
crossword-cell: [1035, 1653, 1061, 1681]
wi-photo: [639, 1021, 945, 1159]
crossword-cell: [935, 1544, 960, 1572]
column-col-2: [295, 1819, 525, 2356]
golf-headline-line-1: ಗಾಲ್ಫ್: ಶೌರ್ಯಗೆ: [40, 962, 226, 999]
trophy-icon: [443, 1428, 466, 1520]
crossword-cell: [1010, 1435, 1035, 1463]
crossword-cell: [1060, 1408, 1085, 1435]
crossword-cell: [910, 1408, 935, 1435]
wi-paragraph-1: ತಮ್ಮ ಸ್ಫೋಟಕ ಬ್ಯಾಟಿಂಗ್ ಆಟ ಎರಡನೇ ಇನ್ನಿಂಗ್ಸ್‌ನಲ್ಲಿ ಮುಂದುವರಿಸಿದ ನ್ಯೂಜಿಲೆಂಡ್ ತಂಡದ ನಾಯಕ ಟಾಮ್ ಲೇಥಮ್ ಭರ್ಜರಿ ಶತಕ ಬಾರಿಸಿದರು. ಇದು ನಡೆಯುತ್ತಿರುವ ಮೂರನೇ ಹಾಗೂ ಅಂತಿಮ ಟೆಸ್ಟ್ ಪಂದ್ಯದಲ್ಲಿ ವಿಂಡೀಸ್ ತಂಡಕ್ಕೆ ದೊಡ್ಡ ಗುರಿ ನೀಡಿತ್ತು.: [332, 1022, 631, 1078]
wi-headline: ಡ್ರಾದತ್ತ ವಿಂಡೀಸ್-ಕಿವೀಸ್ ಪಂದ್ಯ: [332, 966, 714, 1008]
runnerup-box: [600, 1381, 792, 1719]
ind-bat-cell: 69: [932, 625, 944, 637]
sl-bowl-cell: ಕವಿಂದಿ: [747, 704, 769, 715]
noshake-paragraph: ಪುರುಷರ ಸೀನಿಯರ್ ವಿಭಾಗದ ಏಷ್ಯಾಕಪ್ ಪಂದ್ಯಾವಳಿಯಲ್ಲಿ ಆರಂಭವಾಗಿದ್ದ ನೋ ಶೇಕ್ ಹ್ಯಾಂಡ್ ವಾರ್ ಕಿರಿಯರ ವಿಭಾಗದಲ್ಲೂ ಮುಂದುವರಿದಿದೆ. ಭಾನುವಾರ ನಡೆದ ಅಂಡರ್-19 ಏಷ್ಯಾಕಪ್ ಫೈನಲ್ ಪಂದ್ಯದಲ್ಲಿ ಭಾರತ ಮತ್ತು ಪಾಕಿಸ್ತಾನ ಆಟಗಾರರು ಪರಸ್ಪರ ಕೈ ಕುಲುಕಲಿಲ್ಲ. ಟಾಸ್ ಸಂದರ್ಭದಲ್ಲಿ ಎರಡೂ ತಂಡದ ನಾಯಕರು ಕೈ ಕುಲುಕದೆ ತೆರಳಿದರು. ಪಂದ್ಯದ ನಂತರವೂ ಇದೇ ಪರಿಸ್ಥಿತಿ ಮುಂದುವರಿಯಿತು. ಪಾಕಿಸ್ತಾನ ತಂಡ ಟ್ರೋಫಿ ಗೆದ್ದು ಸಂಭ್ರಮಿಸಿತು.: [40, 1382, 309, 1482]
magenta-dot-2: [996, 2365, 1005, 2374]
bowling-title-2: ಬೌಲಿಂಗ್ ವಿವರ: [746, 670, 945, 689]
column-text-2: ಪ್ರತ್ಯೇಕ ಕಾನೂನಿನಲ್ಲಿ ಸೇರಿಸಿಕೊಂಡು ಅಳವಡಿಸುವ ಮೂಲಕ ನಾವು ಸ್ವಚ್ಛ ಇಂಧನದ ಬಳಕೆಯನ್ನು ಹೆಚ್ಚಿಸಬಹುದು. ಖಾಸಗಿ ವಲಯದ ಭಾಗವಹಿಸುವಿಕೆಯನ್ನು ಪ್ರೋತ್ಸಾಹಿಸುವ ಮೂಲಕ ಪರಮಾಣು ಶಕ್ತಿ ಉತ್ಪಾದನೆಯನ್ನು ವಿಸ್ತರಿಸುವ ಗುರಿ ಹೊಂದಲಾಗಿದೆ. 2047ರ ವೇಳೆಗೆ 100 ಗಿಗಾವ್ಯಾಟ್ ಪರಮಾಣು ಶಕ್ತಿ ಸಾಮರ್ಥ್ಯ ಸಾಧಿಸುವ ಗುರಿ ಇದೆ. ಸಣ್ಣ ಮಾಡ್ಯುಲರ್ ರಿಯಾಕ್ಟರ್‌ಗಳು ಈ ನಿಟ್ಟಿನಲ್ಲಿ ಪ್ರಮುಖ ಪಾತ್ರ ವಹಿಸಲಿವೆ. ಸುರಕ್ಷತೆ ಮತ್ತು ಪಾರದರ್ಶಕತೆ ನಮ್ಮ ಆದ್ಯತೆಯಾಗಿರಬೇಕು. ವಿಜ್ಞಾನ ಮತ್ತು ತಂತ್ರಜ್ಞಾನದ ಮೂಲಕ ಭಾರತ ವಿಕಸಿತ ರಾಷ್ಟ್ರವಾಗುವತ್ತ ಸಾಗುತ್ತಿದೆ.: [295, 1820, 525, 1949]
sl-bat-cell: ಹರ್ಷಿತಾ: [747, 386, 774, 398]
crossword-cell: [1010, 1544, 1035, 1572]
crossword-cell: [935, 1653, 960, 1681]
crossword-cell: [835, 1653, 860, 1681]
crossword-cell: [935, 1435, 960, 1463]
noshake-photo: [316, 1381, 592, 1558]
crossword-cell: [860, 1517, 886, 1544]
lead-dateline: ವಿಶಾಖಪಟ್ಟಣ:: [40, 314, 90, 326]
crossword-cell: [835, 1544, 860, 1572]
ind-bat-cell: 9: [938, 611, 944, 623]
award-item: ▪ ಜಗದೀಶ್ ದಯಾಳ್ (ಹಾಕಿ),: [964, 805, 1263, 817]
lead-paragraph-4: ಟಾಸ್ ಗೆದ್ದ ಭಾರತ ಮೊದಲು ಬೌಲಿಂಗ್ ಆಯ್ಕೆ ಮಾಡಿಕೊಂಡಿತು. ಶ್ರೀಲಂಕಾ ಪರ ವಿಶ್ಮಿ ಗುಣರತ್ನೆ 39 ರನ್ ಗಳಿಸಿದರು. ಚಮಾರಿ ಅಟಪಟ್ಟು 15 ರನ್‌ಗೆ ಔಟಾದರು. ಹಸಿನಿ ಪೆರೇರಾ 20 ಮತ್ತು ಹರ್ಷಿತಾ 21 ರನ್ ಗಳಿಸಿದರು. ಭಾರತದ ಪರ ಕ್ರಾಂತಿ ಗೌಡ್, ದೀಪ್ತಿ ಶರ್ಮಾ ಹಾಗೂ ಶ್ರೀಚರಣಿ ತಲಾ ಒಂದು ವಿಕೆಟ್ ಪಡೆದರು. 43 ಬಾಲ್‌ಗಳಲ್ಲಿ ಅಮೋಘ ಆಟವಾಡಿದ ಜಮೀಮಾ ಪಂದ್ಯಶ್ರೇಷ್ಠ ಪ್ರಶಸ್ತಿಗೆ ಭಾಜನರಾದರು. ಲಂಕಾ 121 ರನ್ ಗಳಿಸಿತು. ಭಾರತ ಪರ ಬೌಲರ್‌ಗಳು 8, 6, 9 ರನ್ ಗಳಿಸಿದರು.: [40, 536, 378, 607]
crossword-cell: [1060, 1653, 1085, 1681]
sl-bat-row: [746, 371, 945, 385]
crossword-number: 5841: [1117, 1328, 1225, 1374]
crossword-cell: [910, 1490, 935, 1517]
clues-down-title: ಮೇಲಿನಿಂದ ಕೆಳಕ್ಕೆ:: [1248, 1388, 1305, 1400]
lead-kicker: ರಾಡ್ರಿಗ್ಸ್ ಮಿಂಚಿನಾಟ | ಮೊದಲ ಟಿ20 ಪಂದ್ಯದಲ್ಲಿ ಭಾರತಕ್ಕೆ ಭರ್ಜರಿ ಜಯ: [40, 175, 761, 210]
ind-bowl-cell: ಅಮನ್‌ಜೋತ್: [747, 548, 796, 560]
sl-bowl-cell: 3-0-17-1: [902, 745, 944, 758]
crossword-cell: [1035, 1435, 1061, 1463]
crossword-cell: [935, 1490, 960, 1517]
lead-headline: ಜಮೀಮಾ ಆಟಕ್ಕೆ ಲಂಕಾ ತತ್ತರ: [40, 211, 757, 297]
crossword-cell: [1035, 1572, 1061, 1599]
sl-bowl-cell: ಕವೀಶಾ: [747, 759, 770, 771]
wi-player-figure: [754, 1051, 823, 1151]
